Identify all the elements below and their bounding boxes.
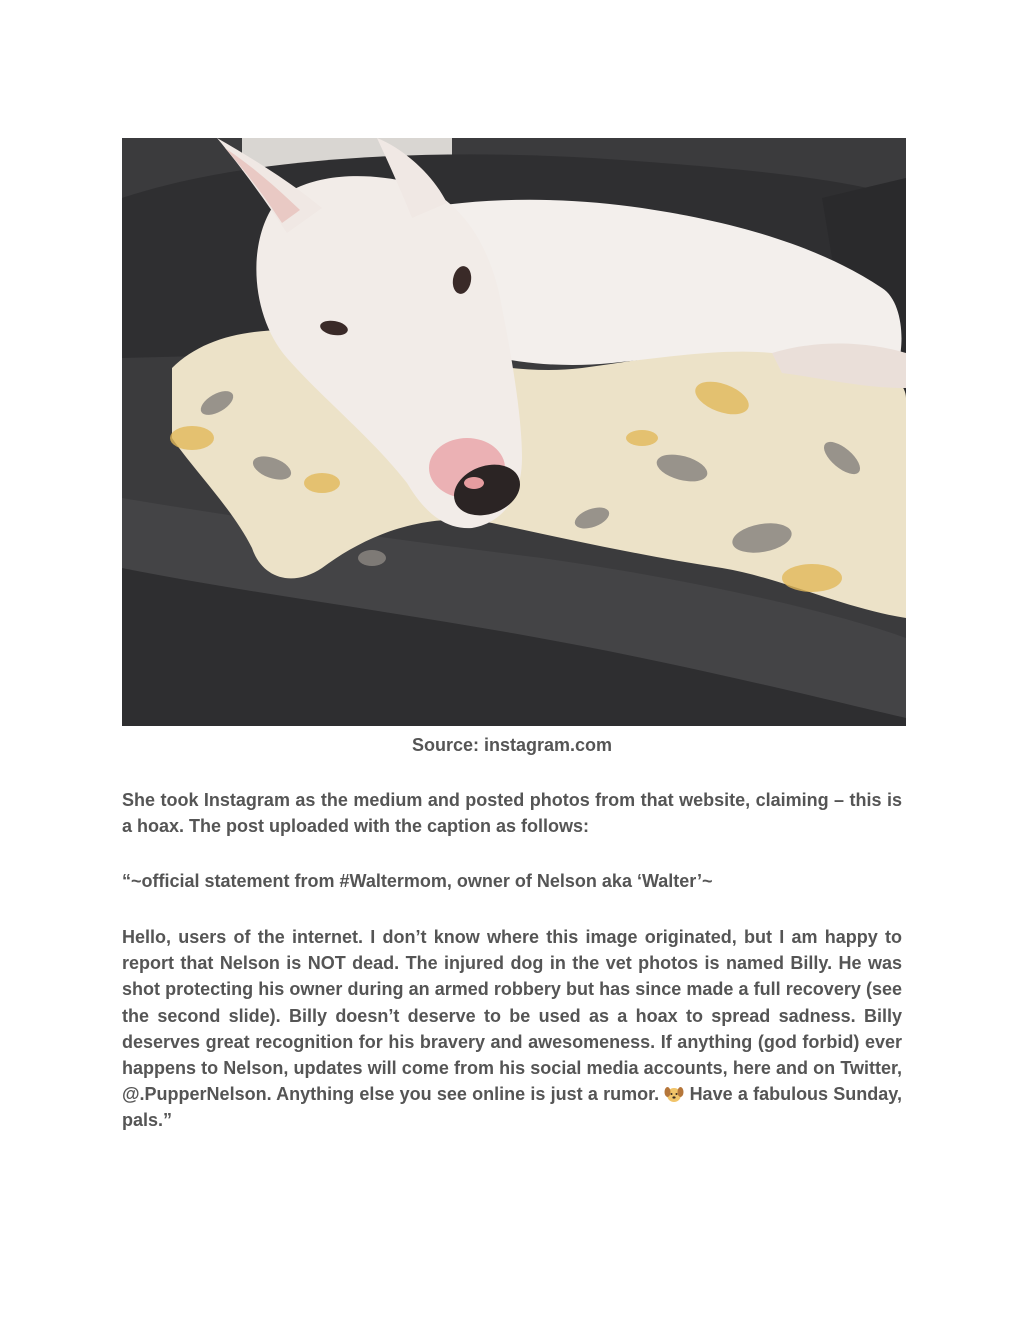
- statement-body: [122, 924, 902, 1134]
- dog-photo-illustration: [122, 138, 906, 726]
- intro-paragraph: She took Instagram as the medium and posted photos from that website, claiming – this is a hoax. The post uploaded with the caption as follows:: [122, 790, 902, 837]
- statement-closing-text: Have a fabulous Sunday, pals.”: [122, 1084, 902, 1131]
- image-caption: Source: instagram.com: [411, 735, 613, 755]
- dog-face-icon: [664, 1085, 684, 1103]
- statement-body-text: Hello, users of the internet. I don’t know where this image originated, but I am happy to report that Nelson is NOT dead. The injured dog in the vet photos is named Billy. He was shot protecting his owner during an armed robbery but has since made a full recovery (see the second slide). Billy doesn’t deserve to be used as a hoax to spread sadness. Billy deserves great recognition for his bravery and awesomeness. If anything (god forbid) ever happens to Nelson, updates will come from his social media accounts, here and on Twitter, @.PupperNelson. Anything else you see online is just a rumor.: [122, 927, 902, 1105]
- dog-photo: [122, 138, 906, 726]
- statement-title: “~official statement from #Waltermom, owner of Nelson aka ‘Walter’~: [122, 871, 713, 891]
